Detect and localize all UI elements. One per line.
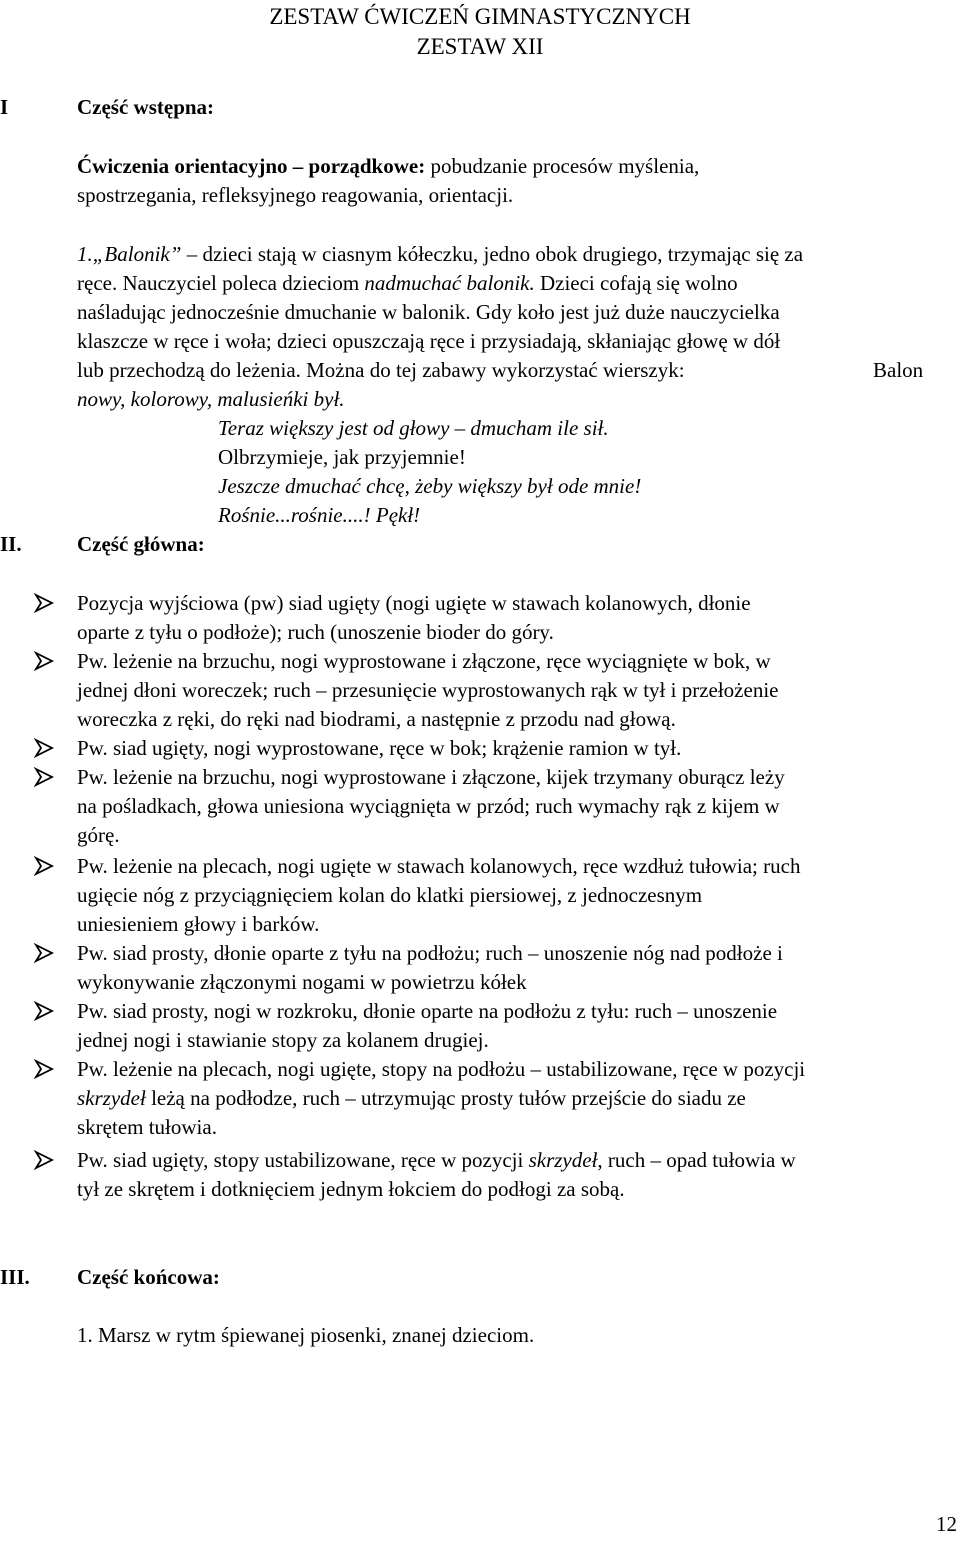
section-1-title: Część wstępna: (77, 95, 215, 119)
list-item-8-line-1: Pw. leżenie na plecach, nogi ugięte, stopy na podłożu – ustabilizowane, ręce w pozycji (77, 1057, 806, 1081)
exercise-line-2 (77, 271, 738, 295)
list-item-7-line-1: Pw. siad prosty, nogi w rozkroku, dłonie oparte na podłożu z tyłu: ruch – unoszenie (77, 999, 778, 1023)
arrowhead-bullet-icon (34, 943, 56, 965)
document-subtitle: ZESTAW XII (416, 34, 544, 59)
arrowhead-bullet-icon (34, 767, 56, 789)
poem-line-2: Teraz większy jest od głowy – dmucham ile sił. (218, 416, 609, 440)
intro-bold: Ćwiczenia orientacyjno – porządkowe: (77, 154, 426, 178)
list-item-8-rest: leżą na podłodze, ruch – utrzymując prosty tułów przejście do siadu ze (151, 1086, 746, 1110)
intro-rest: pobudzanie procesów myślenia, (430, 154, 700, 178)
arrowhead-bullet-icon (34, 1150, 56, 1172)
list-item-3-line-1: Pw. siad ugięty, nogi wyprostowane, ręce w bok; krążenie ramion w tył. (77, 736, 682, 760)
list-item-4-line-2: na pośladkach, głowa uniesiona wyciągnięta w przód; ruch wymachy rąk z kijem w (77, 794, 780, 818)
exercise-line-3: naśladując jednocześnie dmuchanie w balonik. Gdy koło jest już duże nauczycielka (77, 300, 780, 324)
section-3-title: Część końcowa: (77, 1265, 220, 1289)
document-title: ZESTAW ĆWICZEŃ GIMNASTYCZNYCH (269, 4, 691, 29)
poem-line-5: Rośnie...rośnie....! Pękł! (218, 503, 421, 527)
arrowhead-bullet-icon (34, 738, 56, 760)
list-item-1-line-2: oparte z tyłu o podłoże); ruch (unoszenie bioder do góry. (77, 620, 554, 644)
list-item-5-line-3: uniesieniem głowy i barków. (77, 912, 320, 936)
poem-line-3: Olbrzymieje, jak przyjemnie! (218, 445, 466, 469)
list-item-4-line-1: Pw. leżenie na brzuchu, nogi wyprostowane i złączone, kijek trzymany oburącz leży (77, 765, 785, 789)
list-item-2-line-1: Pw. leżenie na brzuchu, nogi wyprostowane i złączone, ręce wyciągnięte w bok, w (77, 649, 771, 673)
section-3-number: III. (0, 1265, 30, 1289)
exercise-line-2-c: Dzieci cofają się wolno (539, 271, 738, 295)
poem-line-1: nowy, kolorowy, malusieńki był. (77, 387, 345, 411)
intro-line-2: spostrzegania, refleksyjnego reagowania, orientacji. (77, 183, 514, 207)
list-item-2-line-3: woreczka z ręki, do ręki nad biodrami, a następnie z przodu nad głową. (77, 707, 676, 731)
page-number: 12 (936, 1512, 957, 1536)
list-item-9-a: Pw. siad ugięty, stopy ustabilizowane, ręce w pozycji (77, 1148, 524, 1172)
section-3-line: 1. Marsz w rytm śpiewanej piosenki, znanej dzieciom. (77, 1323, 535, 1347)
list-item-5-line-1: Pw. leżenie na plecach, nogi ugięte w stawach kolanowych, ręce wzdłuż tułowia; ruch (77, 854, 801, 878)
list-item-2-line-2: jednej dłoni woreczek; ruch – przesunięcie wyprostowanych rąk w tył i przełożenie (77, 678, 779, 702)
list-item-4-line-3: górę. (77, 823, 120, 847)
arrowhead-bullet-icon (34, 1001, 56, 1023)
list-item-9-italic: skrzydeł (528, 1148, 598, 1172)
exercise-line-1-rest: – dzieci stają w ciasnym kółeczku, jedno obok drugiego, trzymając się za (186, 242, 804, 266)
list-item-6-line-2: wykonywanie złączonymi nogami w powietrzu kółek (77, 970, 527, 994)
list-item-8-italic: skrzydeł (77, 1086, 146, 1110)
list-item-6-line-1: Pw. siad prosty, dłonie oparte z tyłu na podłożu; ruch – unoszenie nóg nad podłoże i (77, 941, 783, 965)
arrowhead-bullet-icon (34, 856, 56, 878)
arrowhead-bullet-icon (34, 651, 56, 673)
exercise-line-4: klaszcze w ręce i woła; dzieci opuszczają ręce i przysiadają, skłaniając głowę w dół (77, 329, 781, 353)
exercise-line-5: lub przechodzą do leżenia. Można do tej zabawy wykorzystać wierszyk: (77, 358, 685, 382)
exercise-name: 1.„Balonik” (77, 242, 182, 266)
exercise-line-1 (77, 242, 803, 266)
section-1-number: I (0, 95, 9, 119)
intro-line-1 (77, 154, 699, 178)
list-item-5-line-2: ugięcie nóg z przyciągnięciem kolan do klatki piersiowej, z jednoczesnym (77, 883, 703, 907)
poem-line-4: Jeszcze dmuchać chcę, żeby większy był ode mnie! (218, 474, 642, 498)
section-2-number: II. (0, 532, 22, 556)
list-item-9-line-2: tył ze skrętem i dotknięciem jednym łokciem do podłogi za sobą. (77, 1177, 625, 1201)
list-item-9-line-1 (77, 1148, 796, 1172)
arrowhead-bullet-icon (34, 593, 56, 615)
section-2-title: Część główna: (77, 532, 205, 556)
list-item-9-b: , ruch – opad tułowia w (597, 1148, 796, 1172)
list-item-7-line-2: jednej nogi i stawianie stopy za kolanem drugiej. (77, 1028, 489, 1052)
exercise-line-2-italic: nadmuchać balonik. (364, 271, 535, 295)
exercise-line-5-balon: Balon (873, 358, 924, 382)
list-item-8-line-3: skrętem tułowia. (77, 1115, 217, 1139)
arrowhead-bullet-icon (34, 1059, 56, 1081)
exercise-line-2-a: ręce. Nauczyciel poleca dzieciom (77, 271, 360, 295)
list-item-1-line-1: Pozycja wyjściowa (pw) siad ugięty (nogi ugięte w stawach kolanowych, dłonie (77, 591, 751, 615)
list-item-8-line-2 (77, 1086, 746, 1110)
